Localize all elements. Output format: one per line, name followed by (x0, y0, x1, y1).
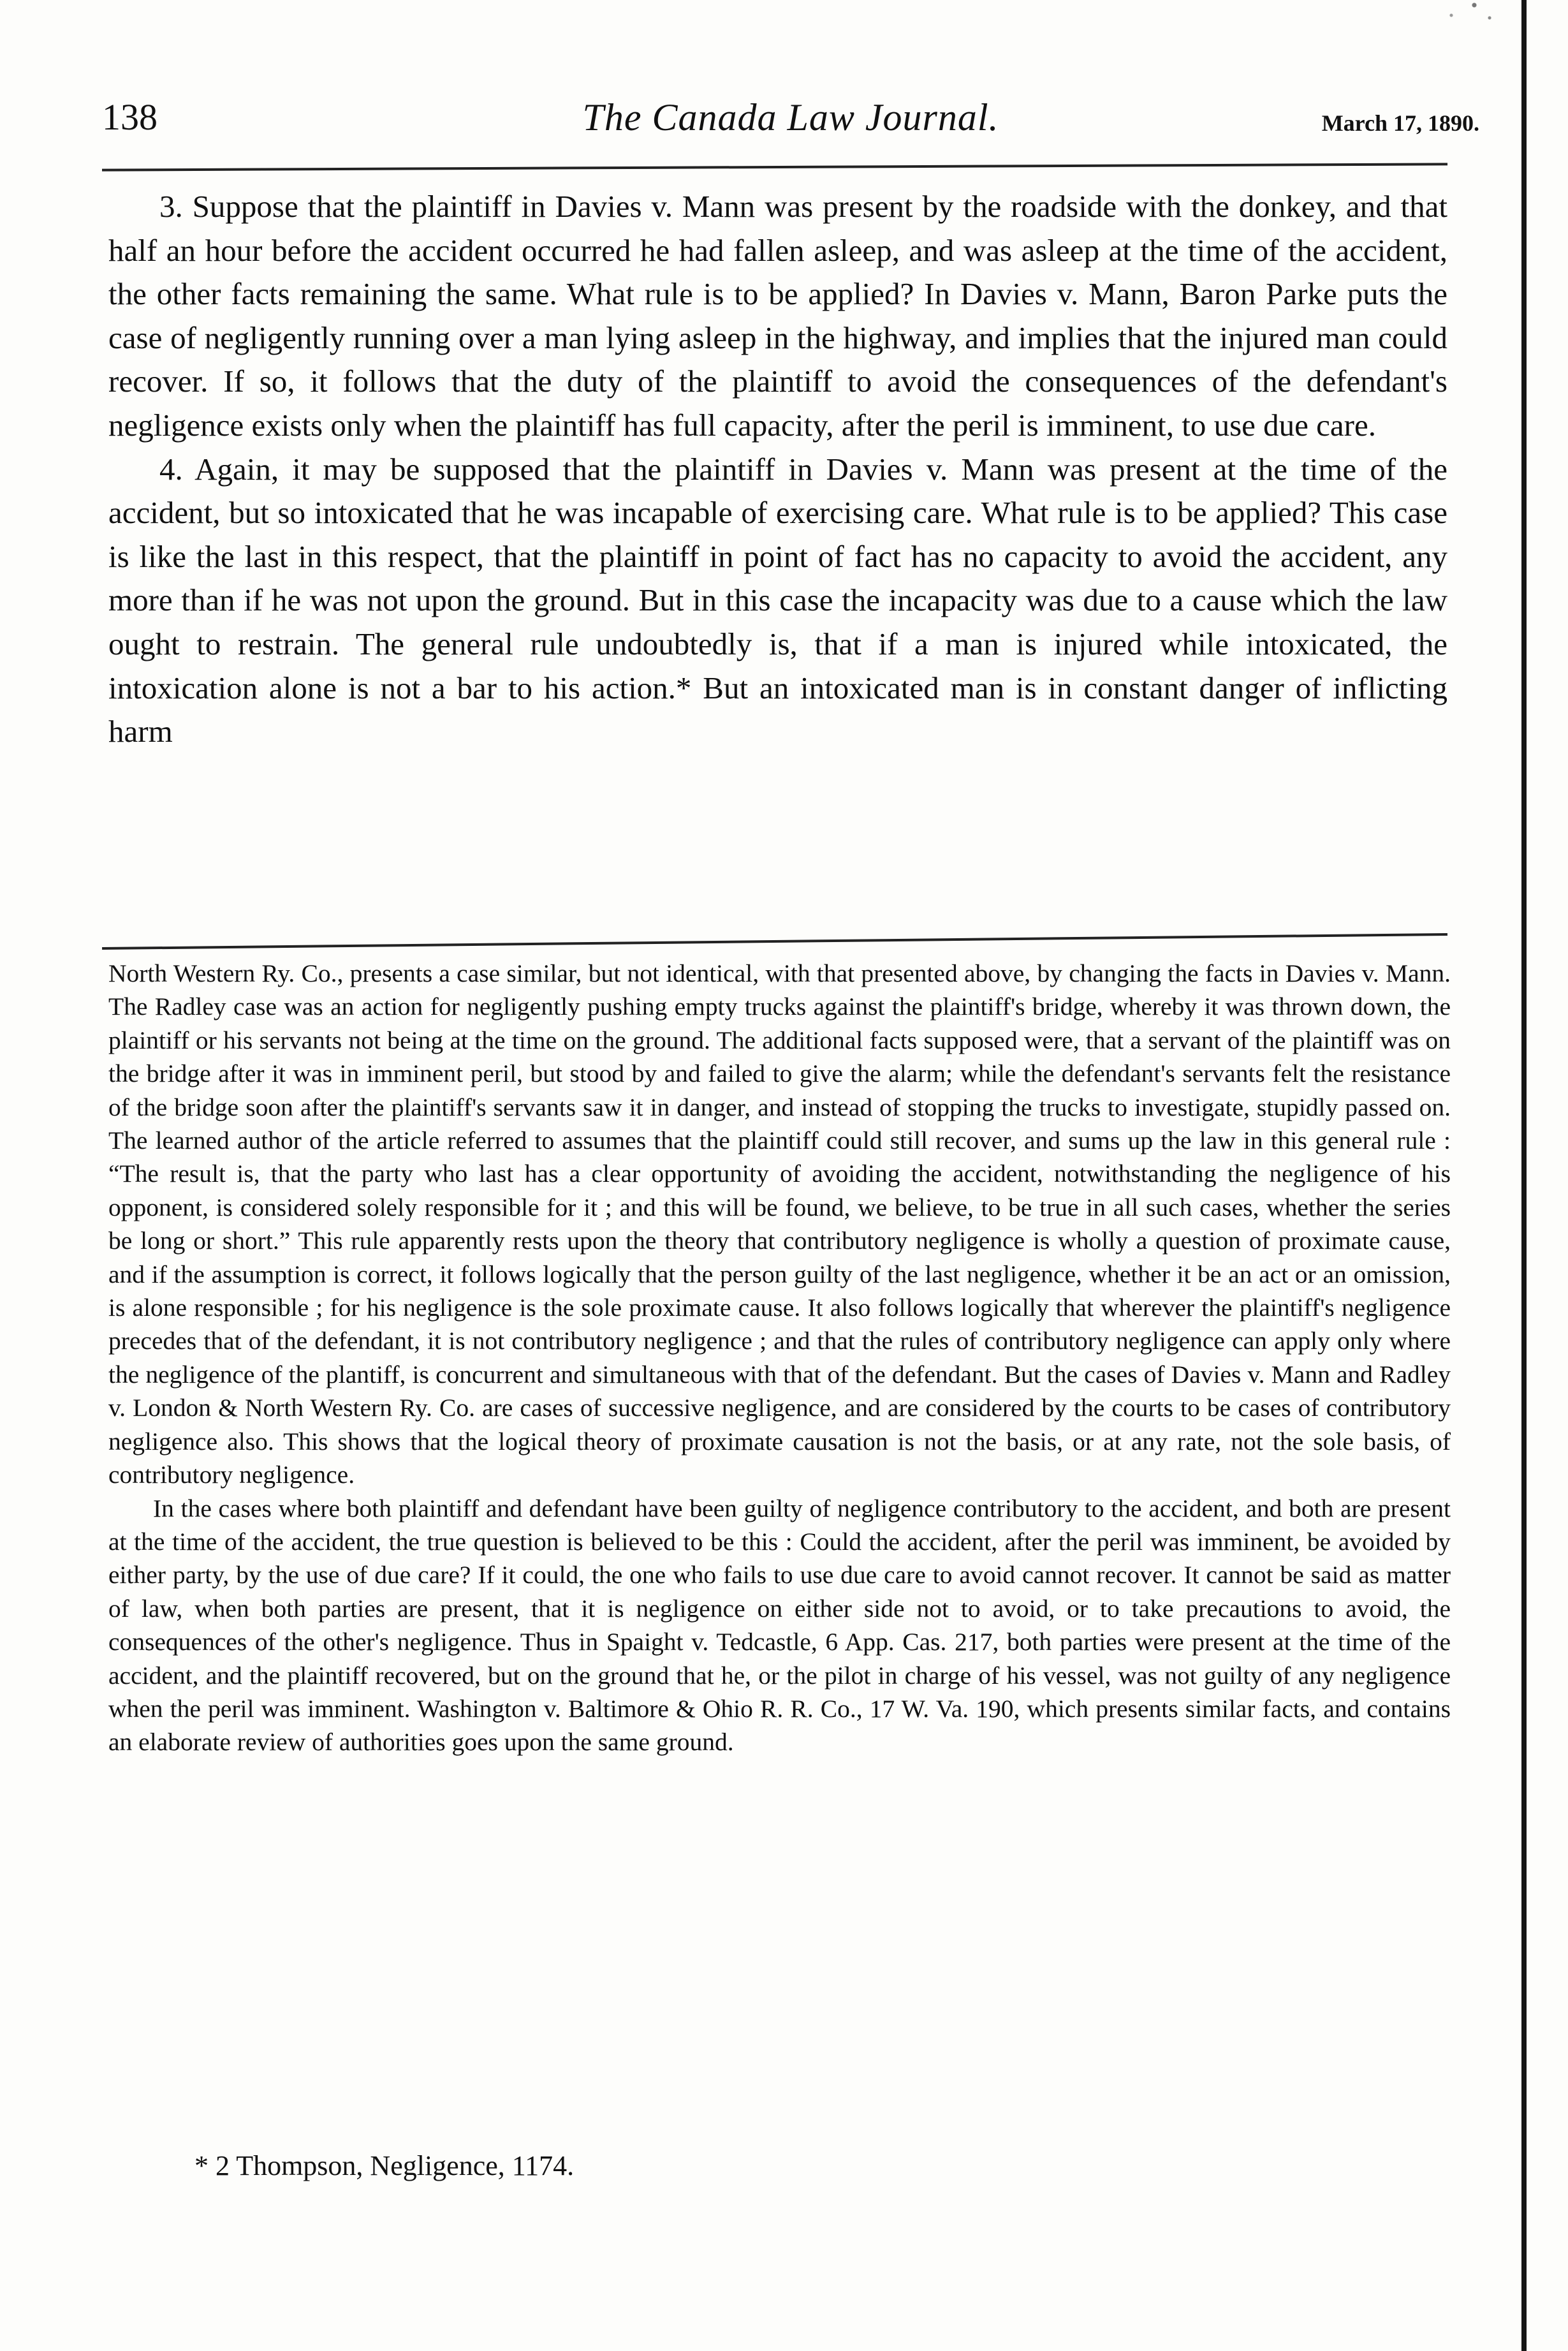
running-header (102, 96, 1479, 153)
page-edge-line (1521, 0, 1527, 2351)
journal-title: The Canada Law Journal. (582, 96, 999, 138)
main-body-text (108, 185, 1447, 754)
footnote: * 2 Thompson, Negligence, 1174. (194, 2150, 575, 2181)
note-paragraph-1: North Western Ry. Co., presents a case similar, but not identical, with that presented above, by changing the facts in Davies v. Mann. The Radley case was an action for negligently pushing empty trucks against the plaintiff's bridge, whereby it was thrown down, the plaintiff or his servants not being at the time on the ground. The additional facts supposed were, that a servant of the plaintiff was on the bridge after it was in imminent peril, but stood by and failed to give the alarm; while the defendant's servants felt the resistance of the bridge soon after the plaintiff's servants saw it in danger, and instead of stopping the trucks to investigate, stupidly passed on. The learned author of the article referred to assumes that the plaintiff could still recover, and sums up the law in this general rule : “The result is, that the party who last has a clear opportunity of avoiding the accident, notwithstanding the negligence of his opponent, is considered solely responsible for it ; and this will be found, we believe, to be true in all such cases, whether the series be long or short.” This rule apparently rests upon the theory that contributory negligence is wholly a question of proximate cause, and if the assumption is correct, it follows logically that the person guilty of the last negligence, whether it be an act or an omission, is alone responsible ; for his negligence is the sole proximate cause. It also follows logically that wherever the plaintiff's negligence precedes that of the defendant, it is not contributory negligence ; and that the rules of contributory negligence can apply only where the negligence of the plantiff, is concurrent and simultaneous with that of the defendant. But the cases of Davies v. Mann and Radley v. London & North Western Ry. Co. are cases of successive negligence, and are considered by the courts to be cases of contributory negligence also. This shows that the logical theory of proximate causation is not the basis, or at any rate, not the sole basis, of contributory negligence. (108, 959, 1451, 1489)
notes-section (108, 957, 1451, 1759)
paragraph-3: 3. Suppose that the plaintiff in Davies v. Mann was present by the roadside with the donkey, and that half an hour before the accident occurred he had fallen asleep, and was asleep at the time of the accident, the other facts remaining the same. What rule is to be applied? In Davies v. Mann, Baron Parke puts the case of negligently running over a man lying asleep in the highway, and implies that the injured man could recover. If so, it follows that the duty of the plaintiff to avoid the consequences of the defendant's negligence exists only when the plaintiff has full capacity, after the peril is imminent, to use due care. (108, 189, 1447, 443)
notes-divider (102, 933, 1447, 950)
issue-date: March 17, 1890. (1321, 110, 1479, 136)
scan-speckle-mark (1428, 0, 1505, 26)
paragraph-4: 4. Again, it may be supposed that the plaintiff in Davies v. Mann was present at the time of the accident, but so intoxicated that he was incapable of exercising care. What rule is to be applied? This case is like the last in this respect, that the plaintiff in point of fact has no capacity to avoid the accident, any more than if he was not upon the ground. But in this case the incapacity was due to a cause which the law ought to restrain. The general rule undoubtedly is, that if a man is injured while intoxicated, the intoxication alone is not a bar to his action.* But an intoxicated man is in constant danger of inflicting harm (108, 451, 1447, 749)
note-paragraph-2: In the cases where both plaintiff and defendant have been guilty of negligence contributory to the accident, and both are present at the time of the accident, the true question is believed to be this : Could the accident, after the peril was imminent, be avoided by either party, by the use of due care? If it could, the one who fails to use due care to avoid cannot recover. It cannot be said as matter of law, when both parties are present, that it is negligence on either side not to avoid, or to take precautions to avoid, the consequences of the other's negligence. Thus in Spaight v. Tedcastle, 6 App. Cas. 217, both parties were present at the time of the accident, and the plaintiff recovered, but on the ground that he, or the pilot in charge of his vessel, was not guilty of any negligence when the peril was imminent. Washington v. Baltimore & Ohio R. R. Co., 17 W. Va. 190, which presents similar facts, and contains an elaborate review of authorities goes upon the same ground. (108, 1494, 1451, 1757)
page-number: 138 (102, 96, 158, 138)
header-divider (102, 163, 1447, 171)
